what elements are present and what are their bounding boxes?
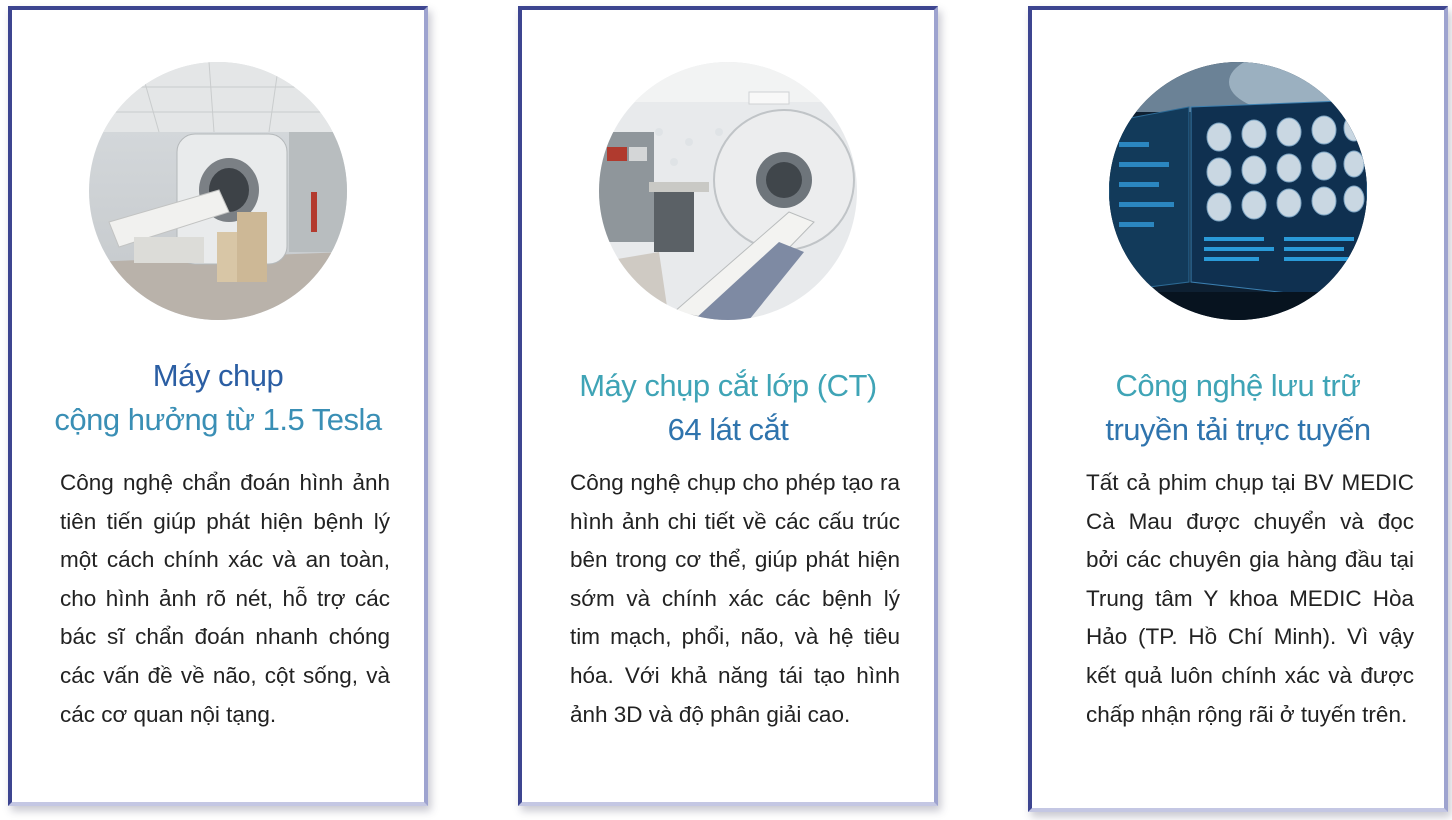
card-description: Tất cả phim chụp tại BV MEDIC Cà Mau được chuyển và đọc bởi các chuyên gia hàng đầu tại Trung tâm Y khoa MEDIC Hòa Hảo (TP. Hồ Chí Minh). Vì vậy kết quả luôn chính xác và được chấp nhận rộng rãi ở tuyến trên. xyxy=(1086,470,1414,727)
card-title xyxy=(1032,364,1444,452)
card-description: Công nghệ chụp cho phép tạo ra hình ảnh chi tiết về các cấu trúc bên trong cơ thể, giúp phát hiện sớm và chính xác các bệnh lý tim mạch, phổi, não, và hệ tiêu hóa. Với khả năng tái tạo hình ảnh 3D và độ phân giải cao. xyxy=(570,470,900,727)
card-title xyxy=(12,354,424,442)
brain-scan-monitors-photo xyxy=(1109,62,1367,320)
card-description: Công nghệ chẩn đoán hình ảnh tiên tiến giúp phát hiện bệnh lý một cách chính xác và an toàn, cho hình ảnh rõ nét, hỗ trợ các bác sĩ chẩn đoán nhanh chóng các vấn đề về não, cột sống, và các cơ quan nội tạng. xyxy=(60,470,390,727)
card-title-line1: Máy chụp cắt lớp (CT) xyxy=(579,368,877,403)
card-title-line2: truyền tải trực tuyến xyxy=(1105,412,1371,447)
card-storage xyxy=(1028,6,1448,812)
card-title-line1: Máy chụp xyxy=(152,358,284,393)
ct-scanner-photo xyxy=(599,62,857,320)
card-title xyxy=(522,364,934,452)
card-title-line2: 64 lát cắt xyxy=(667,412,789,447)
card-title-line2: cộng hưởng từ 1.5 Tesla xyxy=(54,402,382,437)
card-ct xyxy=(518,6,938,806)
mri-scanner-photo xyxy=(89,62,347,320)
card-title-line1: Công nghệ lưu trữ xyxy=(1115,368,1361,403)
card-mri xyxy=(8,6,428,806)
